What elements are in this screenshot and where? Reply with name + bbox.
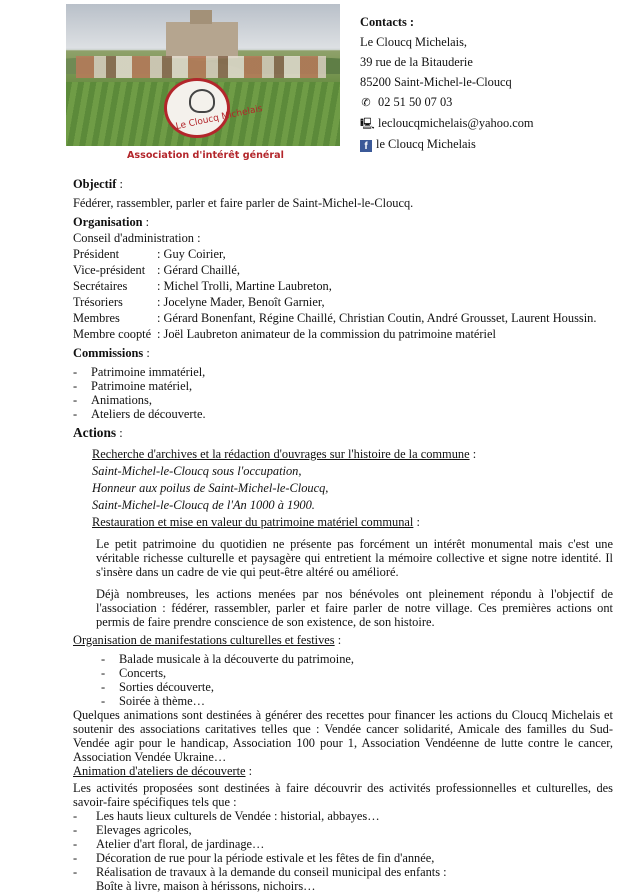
commissions-heading-row: Commissions :: [73, 346, 150, 360]
logo-shell-icon: [189, 89, 215, 113]
association-logo: [164, 78, 264, 138]
board-row: Membre coopté : Joël Laubreton animateur de la commission du patrimoine matériel: [73, 327, 496, 341]
recherche-row: Recherche d'archives et la rédaction d'ouvrages sur l'histoire de la commune :: [92, 447, 477, 461]
restauration-paragraph-1: Le petit patrimoine du quotidien ne présente pas forcément un intérêt monumental mais c'est une véritable richesse culturelle et paysagère qui entretient la mémoire collective et signe notre identité. Il s'insère dans un cadre de vie qui peut-être altéré ou amélioré.: [96, 537, 613, 579]
book-item: Saint-Michel-le-Cloucq sous l'occupation,: [92, 464, 302, 478]
manif-title: Organisation de manifestations culturelles et festives: [73, 633, 335, 647]
list-item: - Réalisation de travaux à la demande du conseil municipal des enfants :: [73, 865, 613, 879]
photo-village: [76, 56, 326, 78]
contact-city: 85200 Saint-Michel-le-Cloucq: [360, 75, 512, 89]
contact-facebook-row: [360, 134, 534, 154]
main-content: [73, 176, 613, 893]
ateliers-title: Animation d'ateliers de découverte: [73, 764, 246, 778]
contact-name: Le Cloucq Michelais,: [360, 35, 468, 49]
restauration-title: Restauration et mise en valeur du patrimoine matériel communal: [92, 515, 414, 529]
actions-heading-row: Actions :: [73, 425, 123, 440]
contact-email-row: [360, 113, 534, 134]
list-item: - Les hauts lieux culturels de Vendée : historial, abbayes…: [73, 809, 613, 823]
list-item: - Atelier d'art floral, de jardinage…: [73, 837, 613, 851]
board-row: Membres : Gérard Bonenfant, Régine Chaillé, Christian Coutin, André Grousset, Laurent Houssin.: [73, 311, 597, 325]
objectif-heading: Objectif: [73, 177, 117, 191]
contact-facebook[interactable]: le Cloucq Michelais: [376, 137, 476, 151]
contact-email[interactable]: lecloucqmichelais@yahoo.com: [378, 116, 534, 130]
phone-icon: ✆: [361, 97, 371, 109]
restauration-paragraph-2: Déjà nombreuses, les actions menées par nos bénévoles ont pleinement répondu à l'objectif de l'association : fédérer, rassembler, parler et faire parler de notre village. Ces premières actions ont permis de faire prendre conscience de son existence, de son histoire.: [96, 587, 613, 629]
commissions-list: [73, 365, 613, 421]
list-item: - Sorties découverte,: [101, 680, 613, 694]
association-tag: Association d'intérêt général: [127, 150, 284, 161]
organisation-heading-row: Organisation :: [73, 215, 150, 229]
commissions-heading: Commissions: [73, 346, 144, 360]
book-item: Saint-Michel-le-Cloucq de l'An 1000 à 1900.: [92, 498, 315, 512]
list-item: - Patrimoine matériel,: [73, 379, 613, 393]
header-photo: [66, 4, 340, 146]
board-label: Conseil d'administration :: [73, 231, 201, 245]
recherche-title: Recherche d'archives et la rédaction d'ouvrages sur l'histoire de la commune: [92, 447, 470, 461]
list-item: - Décoration de rue pour la période estivale et les fêtes de fin d'année,: [73, 851, 613, 865]
logo-text: Le Cloucq Michelais: [174, 103, 264, 133]
list-item: - Ateliers de découverte.: [73, 407, 613, 421]
board-row: Vice-président : Gérard Chaillé,: [73, 263, 240, 277]
manif-list: [101, 652, 613, 708]
contacts-block: [360, 12, 534, 154]
ateliers-list: [73, 809, 613, 879]
board-list: [73, 246, 613, 342]
list-item: - Soirée à thème…: [101, 694, 613, 708]
contacts-title: Contacts :: [360, 15, 415, 29]
actions-body: [73, 446, 613, 629]
board-row: Président : Guy Coirier,: [73, 247, 226, 261]
actions-heading: Actions: [73, 425, 117, 440]
contact-phone-row: [360, 92, 534, 113]
photo-church: [166, 22, 238, 58]
manif-row: Organisation de manifestations culturelles et festives :: [73, 633, 342, 647]
computer-icon: 🖳: [360, 118, 375, 130]
contact-phone: 02 51 50 07 03: [378, 95, 453, 109]
list-item: - Animations,: [73, 393, 613, 407]
objectif-text: Fédérer, rassembler, parler et faire parler de Saint-Michel-le-Cloucq.: [73, 196, 414, 210]
board-row: Trésoriers : Jocelyne Mader, Benoît Garnier,: [73, 295, 325, 309]
organisation-heading: Organisation: [73, 215, 143, 229]
ateliers-row: Animation d'ateliers de découverte :: [73, 764, 253, 778]
book-item: Honneur aux poilus de Saint-Michel-le-Cloucq,: [92, 481, 329, 495]
ateliers-paragraph: Les activités proposées sont destinées à faire découvrir des activités professionnelles et culturelles, des savoir-faire spécifiques tels que :: [73, 781, 613, 809]
manif-paragraph: Quelques animations sont destinées à générer des recettes pour financer les actions du Cloucq Michelais et soutenir des associations caritatives telles que : Vendée cancer solidarité, Amicale des familles du Sud-Vendée agir pour le handicap, Association 100 pour 1, Association Vendéenne de lutte contre le cancer, Association Vendée Ukraine…: [73, 708, 613, 764]
objectif-heading-row: Objectif :: [73, 177, 123, 191]
contact-address: 39 rue de la Bitauderie: [360, 55, 473, 69]
list-item: - Elevages agricoles,: [73, 823, 613, 837]
list-item: - Patrimoine immatériel,: [73, 365, 613, 379]
board-row: Secrétaires : Michel Trolli, Martine Laubreton,: [73, 279, 332, 293]
list-item: - Concerts,: [101, 666, 613, 680]
restauration-row: Restauration et mise en valeur du patrimoine matériel communal :: [92, 515, 420, 529]
ateliers-last-line: Boîte à livre, maison à hérissons, nichoirs…: [96, 879, 316, 893]
list-item: - Balade musicale à la découverte du patrimoine,: [101, 652, 613, 666]
facebook-icon: f: [360, 140, 372, 152]
